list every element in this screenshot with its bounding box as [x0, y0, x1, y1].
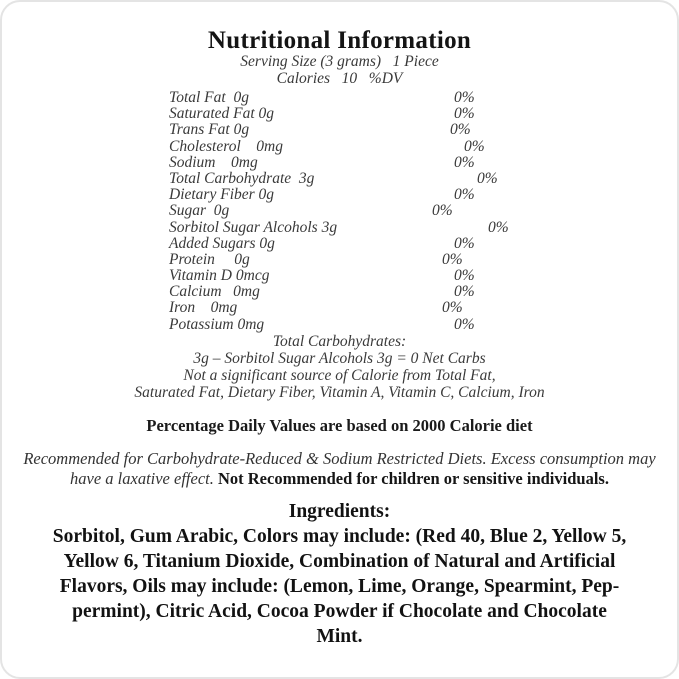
- carbohydrate-note: [2, 333, 677, 401]
- calories-line: Calories 10 %DV: [276, 69, 403, 87]
- nutrient-dv: 0%: [454, 267, 475, 285]
- nutrient-label: Saturated Fat 0g: [169, 105, 275, 123]
- nutrient-dv: 0%: [454, 283, 475, 301]
- table-row: [2, 106, 677, 122]
- nutrient-dv: 0%: [432, 202, 453, 220]
- table-row: [2, 300, 677, 316]
- table-row: [2, 220, 677, 236]
- ingredients-line: Flavors, Oils may include: (Lemon, Lime, Orange, Spearmint, Pep-: [59, 575, 620, 597]
- nutrient-label: Potassium 0mg: [169, 315, 265, 333]
- nutrient-dv: 0%: [464, 137, 485, 155]
- nutrient-label: Cholesterol 0mg: [169, 137, 283, 155]
- nutrient-label: Added Sugars 0g: [169, 234, 275, 252]
- ingredients-line: Sorbitol, Gum Arabic, Colors may include: (Red 40, Blue 2, Yellow 5,: [52, 525, 627, 547]
- table-row: [2, 171, 677, 187]
- table-row: [2, 252, 677, 268]
- nutrient-dv: 0%: [477, 169, 498, 187]
- carb-note-line: Not a significant source of Calorie from Total Fat,: [183, 366, 496, 384]
- ingredients-line: Mint.: [316, 625, 363, 647]
- table-row: [2, 139, 677, 155]
- nutrient-label: Calcium 0mg: [169, 283, 260, 301]
- nutrient-label: Total Carbohydrate 3g: [169, 169, 315, 187]
- carb-note-line: 3g – Sorbitol Sugar Alcohols 3g = 0 Net Carbs: [193, 349, 486, 367]
- table-row: [2, 317, 677, 333]
- nutrient-dv: 0%: [454, 315, 475, 333]
- diet-note-bold-text: Not Recommended for children or sensitive individuals.: [217, 469, 609, 489]
- nutrient-dv: 0%: [450, 121, 471, 139]
- diet-recommendation-note: [23, 449, 657, 490]
- table-row: [2, 284, 677, 300]
- nutrient-label: Vitamin D 0mcg: [169, 267, 270, 285]
- nutrient-label: Sodium 0mg: [169, 153, 258, 171]
- nutrient-dv: 0%: [454, 89, 475, 106]
- nutrient-label: Dietary Fiber 0g: [169, 186, 275, 204]
- nutrient-label: Iron 0mg: [169, 299, 238, 317]
- nutrient-dv: 0%: [442, 250, 463, 268]
- table-row: [2, 155, 677, 171]
- table-row: [2, 90, 677, 106]
- carb-note-line: Saturated Fat, Dietary Fiber, Vitamin A, Vitamin C, Calcium, Iron: [134, 383, 545, 401]
- nutrient-table: [2, 90, 677, 333]
- page-title: Nutritional Information: [207, 27, 472, 54]
- nutrient-label: Trans Fat 0g: [169, 121, 250, 139]
- ingredients-line: permint), Citric Acid, Cocoa Powder if Chocolate and Chocolate: [72, 600, 607, 622]
- nutrient-dv: 0%: [454, 153, 475, 171]
- serving-size-line: Serving Size (3 grams) 1 Piece: [240, 53, 439, 70]
- nutrient-dv: 0%: [454, 186, 475, 204]
- table-row: [2, 236, 677, 252]
- nutrient-label: Total Fat 0g: [169, 89, 249, 106]
- nutrient-label: Protein 0g: [169, 250, 250, 268]
- nutrient-dv: 0%: [442, 299, 463, 317]
- ingredients-heading: Ingredients:: [288, 500, 391, 522]
- table-row: [2, 187, 677, 203]
- carb-note-line: Total Carbohydrates:: [272, 332, 407, 350]
- ingredients-section: [2, 499, 677, 649]
- nutrient-dv: 0%: [454, 234, 475, 252]
- diet-note-italic-text: Recommended for Carbohydrate-Reduced & Sodium Restricted Diets. Excess consumption may have a laxative effect.: [23, 448, 656, 489]
- table-row: [2, 122, 677, 138]
- table-row: [2, 203, 677, 219]
- daily-values-note: Percentage Daily Values are based on 2000 Calorie diet: [146, 415, 533, 435]
- nutrient-label: Sugar 0g: [169, 202, 230, 220]
- nutrient-dv: 0%: [454, 105, 475, 123]
- nutrient-dv: 0%: [488, 218, 509, 236]
- ingredients-line: Yellow 6, Titanium Dioxide, Combination of Natural and Artificial: [63, 550, 616, 572]
- nutrient-label: Sorbitol Sugar Alcohols 3g: [169, 218, 338, 236]
- table-row: [2, 268, 677, 284]
